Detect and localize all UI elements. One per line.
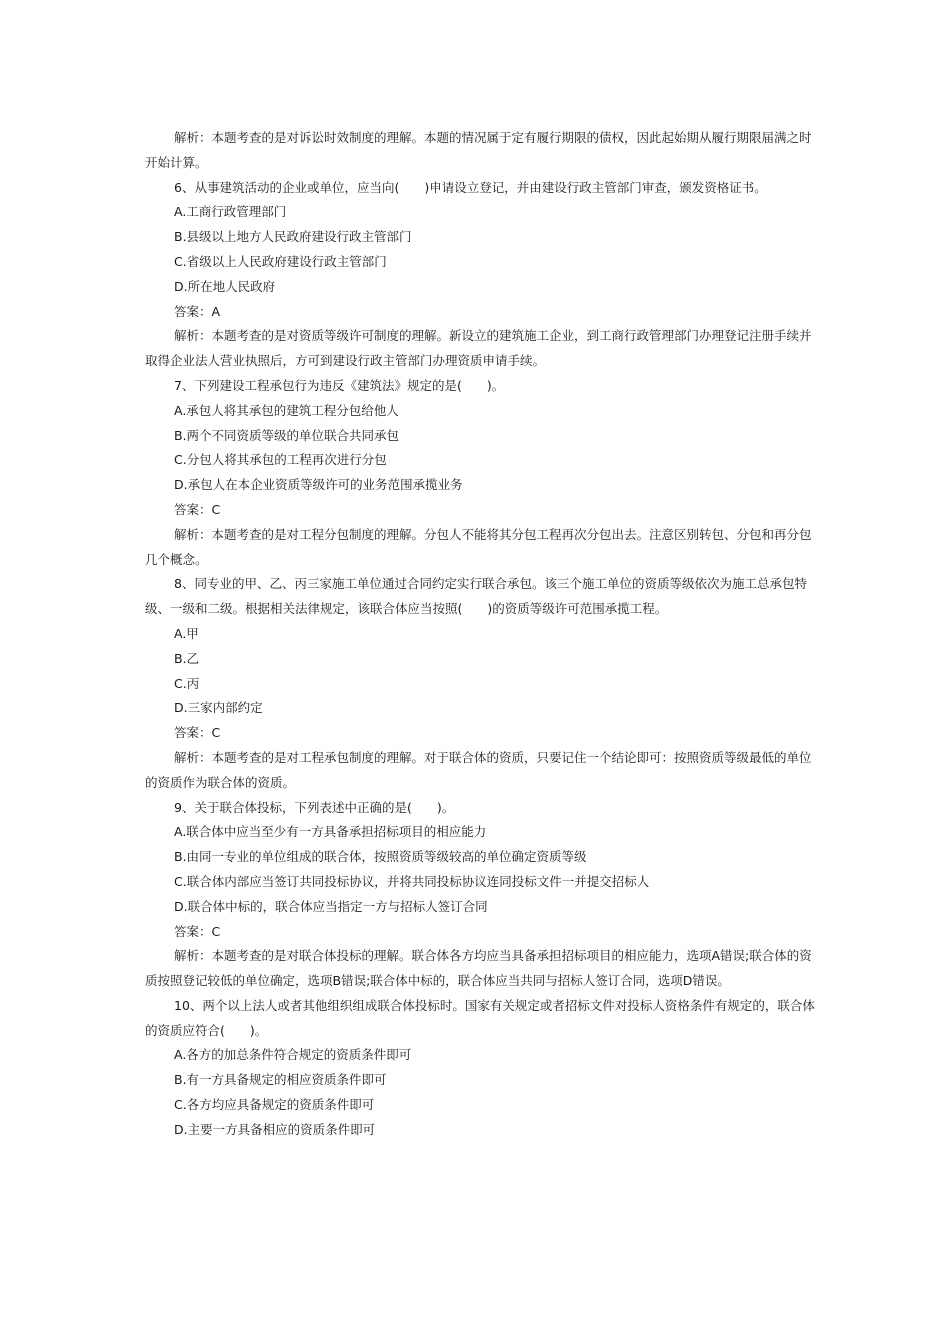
option: A.承包人将其承包的建筑工程分包给他人 (174, 402, 399, 418)
option: D.承包人在本企业资质等级许可的业务范围承揽业务 (174, 477, 463, 493)
option: D.三家内部约定 (174, 700, 263, 716)
option: C.丙 (174, 675, 200, 691)
option: B.两个不同资质等级的单位联合共同承包 (174, 427, 400, 443)
question-10: 10、两个以上法人或者其他组织组成联合体投标时。国家有关规定或者招标文件对投标人资格条件有规定的，联合体的资质应符合( )。 (145, 997, 815, 1038)
option: A.甲 (174, 625, 199, 641)
option: A.工商行政管理部门 (174, 204, 287, 220)
option: D.所在地人民政府 (174, 278, 276, 294)
question-6: 6、从事建筑活动的企业或单位，应当向( )申请设立登记，并由建设行政主管部门审查，颁发资格证书。 (174, 179, 767, 195)
option: C.各方均应具备规定的资质条件即可 (174, 1097, 375, 1113)
option: B.有一方具备规定的相应资质条件即可 (174, 1072, 387, 1088)
option: A.联合体中应当至少有一方具备承担招标项目的相应能力 (174, 824, 487, 840)
answer: 答案：C (174, 725, 221, 741)
question-9: 9、关于联合体投标，下列表述中正确的是( )。 (174, 799, 455, 815)
explanation: 解析：本题考查的是对工程承包制度的理解。对于联合体的资质，只要记住一个结论即可：按照资质等级最低的单位的资质作为联合体的资质。 (145, 749, 812, 790)
option: B.县级以上地方人民政府建设行政主管部门 (174, 229, 412, 245)
answer: 答案：A (174, 303, 221, 319)
explanation: 解析：本题考查的是对工程分包制度的理解。分包人不能将其分包工程再次分包出去。注意区别转包、分包和再分包几个概念。 (145, 526, 812, 567)
option: A.各方的加总条件符合规定的资质条件即可 (174, 1047, 412, 1063)
explanation: 解析：本题考查的是对联合体投标的理解。联合体各方均应当具备承担招标项目的相应能力，选项A错误;联合体的资质按照登记较低的单位确定，选项B错误;联合体中标的，联合体应当共同与招标人签订合同，选项D错误。 (145, 948, 812, 989)
option: C.分包人将其承包的工程再次进行分包 (174, 452, 387, 468)
option: D.主要一方具备相应的资质条件即可 (174, 1121, 376, 1137)
option: C.联合体内部应当签订共同投标协议，并将共同投标协议连同投标文件一并提交招标人 (174, 873, 650, 889)
answer: 答案：C (174, 501, 221, 517)
option: C.省级以上人民政府建设行政主管部门 (174, 253, 387, 269)
option: B.乙 (174, 650, 200, 666)
paragraph: 解析：本题考查的是对诉讼时效制度的理解。本题的情况属于定有履行期限的债权，因此起始期从履行期限届满之时开始计算。 (145, 130, 812, 170)
document-page (145, 126, 815, 1143)
question-8: 8、同专业的甲、乙、丙三家施工单位通过合同约定实行联合承包。该三个施工单位的资质等级依次为施工总承包特级、一级和二级。根据相关法律规定，该联合体应当按照( )的资质等级许可范围承揽工程。 (145, 576, 807, 617)
option: D.联合体中标的，联合体应当指定一方与招标人签订合同 (174, 898, 488, 914)
option: B.由同一专业的单位组成的联合体，按照资质等级较高的单位确定资质等级 (174, 849, 587, 865)
question-7: 7、下列建设工程承包行为违反《建筑法》规定的是( )。 (174, 377, 505, 393)
explanation: 解析：本题考查的是对资质等级许可制度的理解。新设立的建筑施工企业，到工商行政管理部门办理登记注册手续并取得企业法人营业执照后，方可到建设行政主管部门办理资质申请手续。 (145, 328, 812, 369)
answer: 答案：C (174, 923, 221, 939)
